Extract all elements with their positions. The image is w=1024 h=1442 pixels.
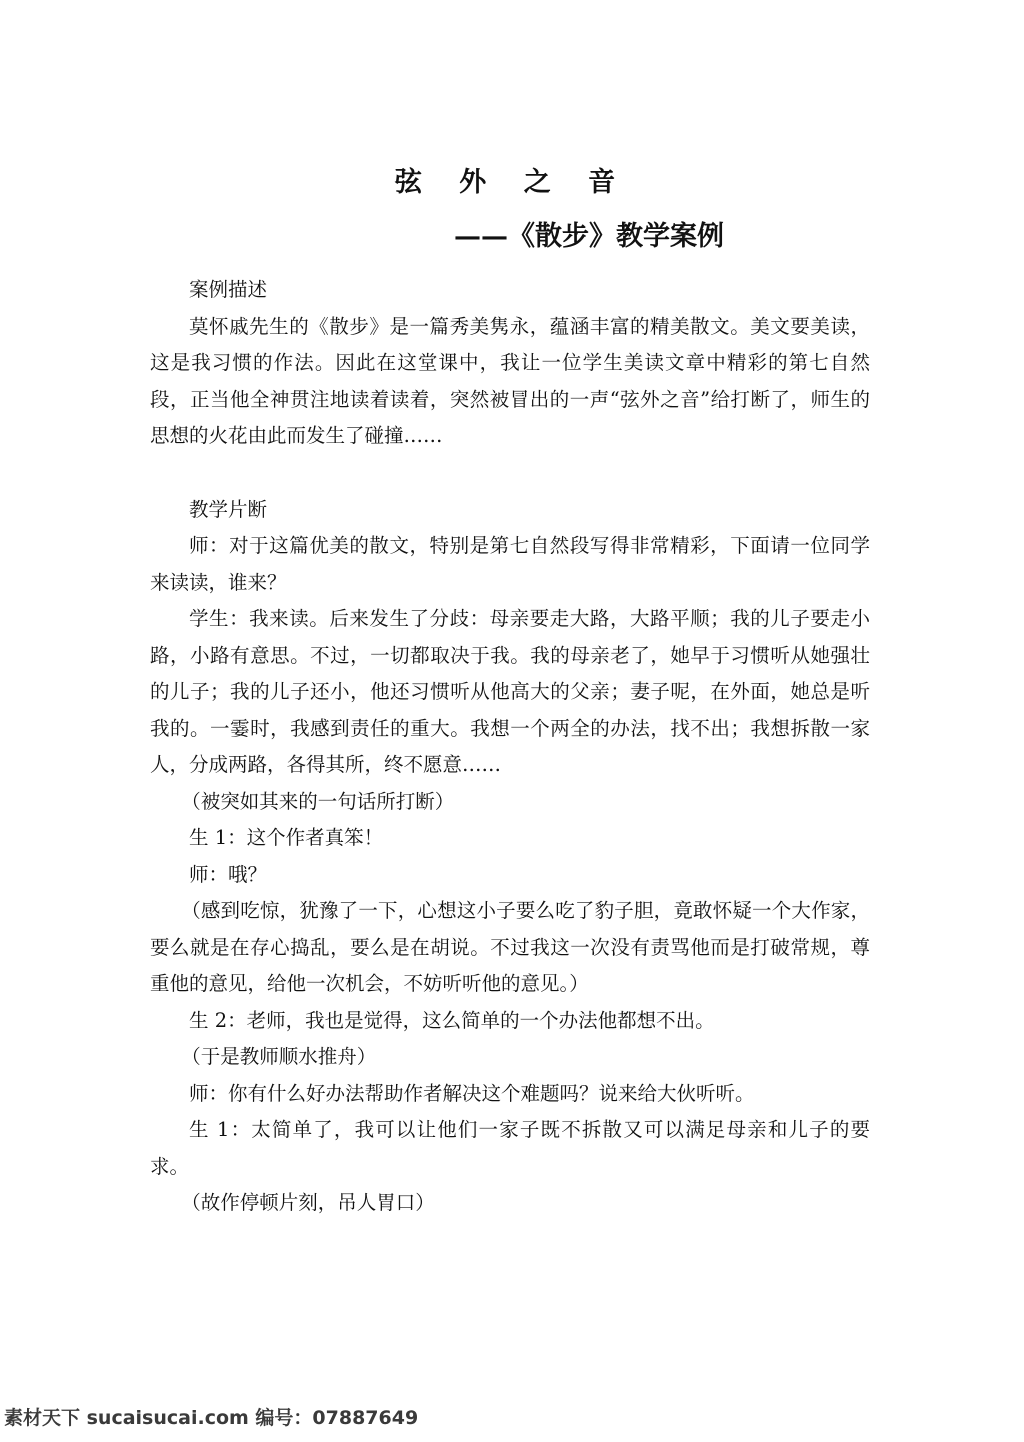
dialogue-line: 师：对于这篇优美的散文，特别是第七自然段写得非常精彩，下面请一位同学来读读，谁来？: [150, 534, 870, 594]
dialogue-line: 师：哦？: [189, 862, 268, 886]
section-heading-teaching-excerpt: 教学片断: [189, 497, 268, 521]
dialogue-note: （故作停顿片刻，吊人胃口）: [181, 1191, 435, 1214]
case-description-paragraph: 莫怀戚先生的《散步》是一篇秀美隽永，蕴涵丰富的精美散文。美文要美读，这是我习惯的作法。因此在这堂课中，我让一位学生美读文章中精彩的第七自然段，正当他全神贯注地读着读着，突然被冒出的一声“弦外之音”给打断了，师生的思想的火花由此而发生了碰撞……: [150, 314, 870, 447]
dialogue-note: （于是教师顺水推舟）: [181, 1045, 377, 1068]
dialogue-note: （被突如其来的一句话所打断）: [181, 789, 455, 813]
section-spacer: [150, 455, 870, 492]
dialogue-line: 生 2：老师，我也是觉得，这么简单的一个办法他都想不出。: [189, 1008, 715, 1032]
dialogue-note: （感到吃惊，犹豫了一下，心想这小子要么吃了豹子胆，竟敢怀疑一个大作家，要么就是在存心捣乱，要么是在胡说。不过我这一次没有责骂他而是打破常规，尊重他的意见，给他一次机会，不妨听听他的意见。）: [150, 899, 870, 995]
document-title: 弦 外 之 音: [394, 167, 630, 198]
section-heading-case-description: 案例描述: [189, 278, 268, 301]
dialogue-line: 生 1：这个作者真笨！: [189, 826, 384, 849]
dialogue-line: 学生：我来读。后来发生了分歧：母亲要走大路，大路平顺；我的儿子要走小路，小路有意思。不过，一切都取决于我。我的母亲老了，她早于习惯听从她强壮的儿子；我的儿子还小，他还习惯听从他高大的父亲；妻子呢，在外面，她总是听我的。一霎时，我感到责任的重大。我想一个两全的办法，找不出；我想拆散一家人，分成两路，各得其所，终不愿意……: [150, 607, 870, 776]
dialogue-line: 生 1：太简单了，我可以让他们一家子既不拆散又可以满足母亲和儿子的要求。: [150, 1118, 870, 1178]
document-subtitle: ——《散步》教学案例: [454, 221, 724, 252]
dialogue-line: 师：你有什么好办法帮助作者解决这个难题吗？说来给大伙听听。: [189, 1081, 755, 1105]
document-body: [150, 272, 870, 1222]
source-watermark: 素材天下 sucaisucai.com 编号：07887649: [4, 1407, 419, 1429]
